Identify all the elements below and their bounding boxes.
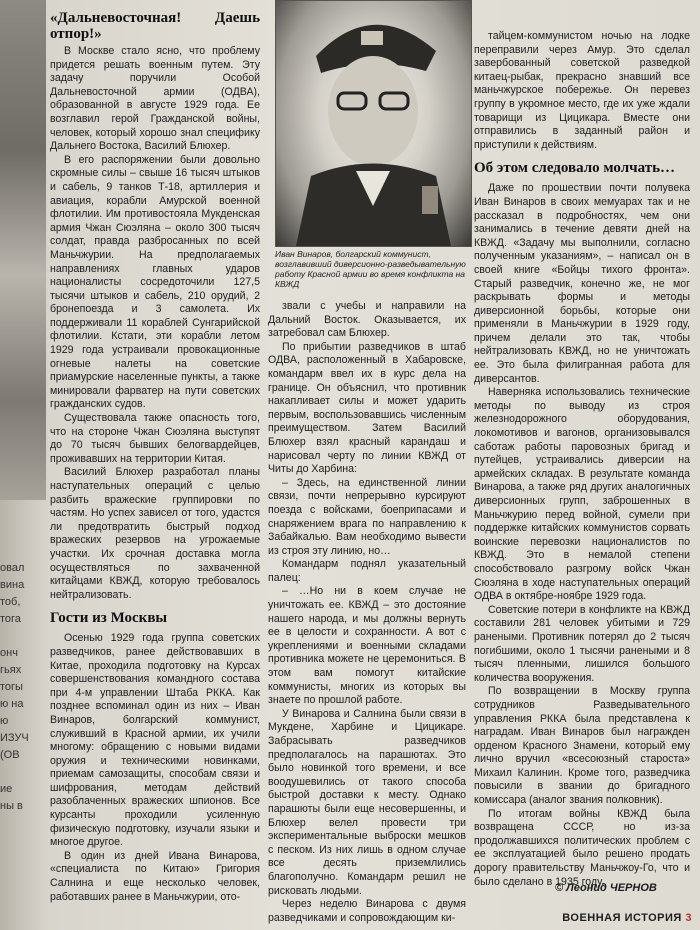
- side-fragment: овал: [0, 562, 25, 574]
- column-3: [474, 30, 690, 889]
- side-fragment: онч: [0, 647, 18, 659]
- side-fragment: [0, 628, 46, 645]
- paragraph: По прибытии разведчиков в штаб ОДВА, расположенный в Хабаровске, командарм ввел их в курс дела на границе. Он объяснил, что противник накапливает силы и может ударить первым, воспользовавшись численным преимуществом. Затем Василий Блюхер взял красный карандаш и нарисовал черту по линии КВЖД от Читы до Харбина:: [268, 340, 466, 476]
- paragraph: В его распоряжении были довольно скромные силы – свыше 16 тысяч штыков и сабель, 9 танков Т-18, артиллерия и авиация, корабли Амурской военной флотилии. Им противостояла Мукденская армия Чжан Сюэляна – около 300 тысяч солдат, правда разбросанных по всей Маньчжурии. На предполагаемых направлениях главных ударов националисты сосредоточили 127,5 тысячи штыков и сабель, 210 орудий, 2 бронепоезда и 3 самолета. Их поддерживали 11 кораблей Сунгарийской флотилии. Кстати, эти корабли летом 1929 года устраивали провокационные огневые налеты на советские приамурские населенные пункты, а также минировали фарватер на пути советских гражданских судов.: [50, 153, 260, 411]
- paragraph: тайцем-коммунистом ночью на лодке переправили через Амур. Это сделал завербованный советской разведкой китаец-рыбак, прекрасно знавший все маньчжурское побережье. Он перевез группу в укромное место, где их уже ждали товарищи из Цицикара. Вместе они отправились в заданный район и приступили к действиям.: [474, 30, 690, 151]
- paragraph: Существовала также опасность того, что на стороне Чжан Сюэляна выступят до 70 тысяч бывших белогвардейцев, проживавших на территории Китая.: [50, 412, 260, 465]
- side-fragment: тоб,: [0, 596, 21, 608]
- side-fragment: ю на: [0, 698, 24, 710]
- paragraph: По итогам войны КВЖД была возвращена СССР, но из-за продолжавшихся политических проблем с ее эксплуатацией было решено продать дорогу правительству Маньчжоу-Го, что и было сделано в 1935 году.: [474, 807, 690, 888]
- paragraph: – Здесь, на единственной линии связи, почти непрерывно курсируют поезда с войсками, боеприпасами и снаряжением врага по направлению к Забайкалью. Вам необходимо вывести из строя эту линию, но…: [268, 476, 466, 557]
- portrait-photo: [275, 0, 472, 247]
- paragraph: звали с учебы и направили на Дальний Восток. Оказывается, их затребовал сам Блюхер.: [268, 300, 466, 340]
- paragraph: Осенью 1929 года группа советских разведчиков, ранее действовавших в Китае, проходила подготовку на Курсах совершенствования командного состава при 4-м управлении Штаба РККА. Как позднее вспоминал один из них – Иван Винаров, болгарский коммунист, служивший в Красной армии, их учили многому: обращению с новыми видами оружия и техническими новинками, приемам самозащиты, способам связи и шифрования, методам действий разоблаченных вражеских шпионов. Все курсанты проходили усиленную физическую подготовку, изучали языки и многое другое.: [50, 632, 260, 849]
- paragraph: У Винарова и Салнина были связи в Мукдене, Харбине и Цицикаре. Забрасывать разведчиков предполагалось на парашютах. Это было новинкой того времени, и все воодушевились от такого способа быстрой доставки к месту. Однако парашюты были еще несовершенны, и Блюхер велел провести три экспериментальные выброски мешков с песком. Из них лишь в одном случае все десять приземлились благополучно. Командарм решил не рисковать людьми.: [268, 707, 466, 897]
- column-2-paragraphs: [268, 300, 466, 925]
- page-footer: [562, 912, 692, 924]
- author-credit: © Леонид ЧЕРНОВ: [555, 882, 657, 894]
- adjacent-page-text: [0, 560, 46, 890]
- magazine-name: ВОЕННАЯ ИСТОРИЯ: [562, 912, 682, 924]
- side-fragment: тогы: [0, 681, 23, 693]
- paragraph: Наверняка использовались технические методы по выводу из строя железнодорожного оборудования, локомотивов и вагонов, организовывался саботаж работы паровозных бригад и путейцев, устраивались диверсии на армейских складах. В результате команда Винарова, а также ряд других аналогичных диверсионных групп, заброшенных в Маньчжурию перед войной, сумели при поддержке китайских коммунистов сорвать воинские перевозки националистов по КВЖД. Это в немалой степени способствовало разгрому войск Чжан Сюэляна в ходе наступательных операций ОДВА в октябре-ноябре 1929 года.: [474, 386, 690, 603]
- paragraph: Командарм поднял указательный палец:: [268, 558, 466, 584]
- heading-dalnevostochnaya: «Дальневосточная! Даешь отпор!»: [50, 10, 260, 42]
- column-1b-paragraphs: [50, 632, 260, 904]
- paragraph: В один из дней Ивана Винарова, «специалиста по Китаю» Григория Салнина и еще несколько человек, работавших ранее в Маньчжурии, ото-: [50, 849, 260, 903]
- page-number: 3: [685, 912, 692, 924]
- side-fragment: ИЗУЧ: [0, 732, 29, 744]
- side-fragment: [0, 764, 46, 781]
- side-fragment: (ОВ: [0, 749, 20, 761]
- paragraph: По возвращении в Москву группа сотрудников Разведывательного управления РККА была представлена к наградам. Иван Винаров был награжден орденом Красного Знамени, который ему лично вручил «всесоюзный староста» Михаил Калинин. Кроме того, разведчика повысили в звании до бригадного комиссара (аналог звания полковник).: [474, 685, 690, 807]
- column-3-paragraphs: [474, 30, 690, 152]
- adjacent-page-photo: [0, 0, 46, 500]
- heading-ob-etom: Об этом следовало молчать…: [474, 160, 676, 177]
- side-fragment: тога: [0, 613, 21, 625]
- photo-caption: Иван Винаров, болгарский коммунист, возглавивший диверсионно-разведывательную работу Красной армии во время конфликта на КВЖД: [275, 249, 466, 289]
- column-3b-paragraphs: [474, 182, 690, 889]
- paragraph: Советские потери в конфликте на КВЖД составили 281 человек убитыми и 729 ранеными. Противник потерял до 2 тысяч погибшими, около 1 тысячи ранеными и 8 тысяч пленными, лишился большого количества вооружения.: [474, 603, 690, 684]
- heading-gosti: Гости из Москвы: [50, 610, 168, 627]
- side-fragment: ю: [0, 715, 9, 727]
- paragraph: – …Но ни в коем случае не уничтожать ее. КВЖД – это достояние нашего народа, и мы должны вернуть ее в целости и сохранности. А вот с укреплениями и военными складами противника можете не церемониться. В этом вам помогут китайские коммунисты, многих из которых вы знаете по прошлой работе.: [268, 585, 466, 707]
- side-fragment: ны в: [0, 800, 23, 812]
- column-1-paragraphs: [50, 45, 260, 602]
- paragraph: Даже по прошествии почти полувека Иван Винаров в своих мемуарах так и не рассказал в подробностях, чем они занимались в течение девяти дней на КВЖД. «Задачу мы выполнили, согласно полученным указаниям», – написал он в своей книге «Бойцы тихого фронта». Старый разведчик, конечно же, не мог раскрывать формы и методы диверсионной борьбы, которые они применяли в Маньчжурии в 1929 году, причем делали это так, чтобы нейтрализовать КВЖД, но не уничтожать ее. Это была филигранная работа для диверсантов.: [474, 182, 690, 385]
- side-fragment: ие: [0, 783, 13, 795]
- paragraph: В Москве стало ясно, что проблему придется решать военным путем. Эту задачу поручили Особой Дальневосточной армии (ОДВА), образованной в августе 1929 года. Ее возглавил герой Гражданской войны, человек, который хорошо знал специфику Дальнего Востока, Василий Блюхер.: [50, 45, 260, 153]
- paragraph: Василий Блюхер разработал планы наступательных операций с целью разбить вражеские группировки по частям. Но успех зависел от того, удастся ли предотвратить быстрый подход вражеских резервов на угрожаемые участки. Их срочная доставка могла осуществляться по захваченной китайцами КВЖД, которую требовалось нейтрализовать.: [50, 466, 260, 601]
- column-1: [50, 10, 260, 904]
- column-2: [268, 300, 466, 925]
- portrait-illustration: [276, 1, 471, 246]
- side-fragment: вина: [0, 579, 25, 591]
- paragraph: Через неделю Винарова с двумя разведчиками и сопровождающим ки-: [268, 898, 466, 924]
- side-fragment: гьях: [0, 664, 22, 676]
